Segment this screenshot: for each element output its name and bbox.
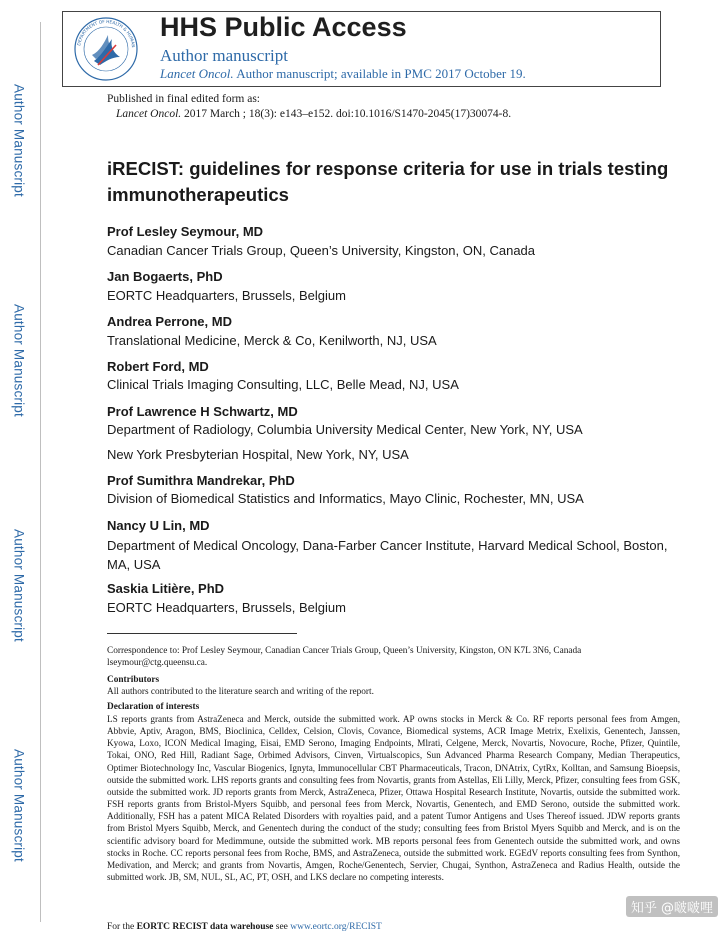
- author-affiliation: Department of Medical Oncology, Dana-Farber Cancer Institute, Harvard Medical School, Boston, MA, USA: [107, 538, 668, 572]
- author-name: Andrea Perrone, MD: [107, 314, 232, 329]
- article-title: iRECIST: guidelines for response criteria for use in trials testing immunotherapeutics: [107, 158, 669, 205]
- author-affiliation: Translational Medicine, Merck & Co, Kenilworth, NJ, USA: [107, 333, 437, 348]
- svg-text:DEPARTMENT OF HEALTH & HUMAN S: DEPARTMENT OF HEALTH & HUMAN: [77, 19, 135, 48]
- author-name: Nancy U Lin, MD: [107, 518, 210, 533]
- author-name: Prof Lesley Seymour, MD: [107, 224, 264, 239]
- side-label-4: Author Manuscript: [11, 748, 27, 862]
- author-affiliation: EORTC Headquarters, Brussels, Belgium: [107, 600, 346, 615]
- author-affiliation: Department of Radiology, Columbia University Medical Center, New York, NY, USA: [107, 422, 583, 437]
- declaration-heading: Declaration of interests: [107, 702, 200, 712]
- author-name: Prof Sumithra Mandrekar, PhD: [107, 473, 295, 488]
- author-name: Robert Ford, MD: [107, 359, 209, 374]
- author-affiliation: Clinical Trials Imaging Consulting, LLC, Belle Mead, NJ, USA: [107, 377, 459, 392]
- author-affiliation: New York Presbyterian Hospital, New York, NY, USA: [107, 447, 409, 462]
- margin-rule: [40, 22, 41, 922]
- hhs-subtitle: Author manuscript: [160, 46, 288, 65]
- author-affiliation: Division of Biomedical Statistics and Informatics, Mayo Clinic, Rochester, MN, USA: [107, 491, 584, 506]
- recist-link[interactable]: www.eortc.org/RECIST: [290, 922, 382, 932]
- side-label-3: Author Manuscript: [11, 528, 27, 642]
- side-label-1: Author Manuscript: [11, 83, 27, 197]
- hhs-title: HHS Public Access: [160, 12, 407, 42]
- watermark: 知乎 @啵啵哩: [626, 896, 718, 917]
- hhs-logo-icon: [72, 15, 140, 83]
- correspondence: Correspondence to: Prof Lesley Seymour, Canadian Cancer Trials Group, Queen’s University, Kingston, ON K7L 3N6, Canada lseymour@ctg.queensu.ca.: [107, 646, 582, 669]
- contributors-heading: Contributors: [107, 675, 160, 685]
- author-affiliation: EORTC Headquarters, Brussels, Belgium: [107, 288, 346, 303]
- author-affiliation: Canadian Cancer Trials Group, Queen’s University, Kingston, ON, Canada: [107, 243, 536, 258]
- author-name: Prof Lawrence H Schwartz, MD: [107, 404, 298, 419]
- contributors-text: All authors contributed to the literature search and writing of the report.: [107, 687, 374, 697]
- footnote-rule: [107, 633, 297, 634]
- hhs-availability: Lancet Oncol. Author manuscript; available in PMC 2017 October 19.: [160, 66, 526, 81]
- published-in: Published in final edited form as:: [107, 93, 260, 105]
- side-label-2: Author Manuscript: [11, 303, 27, 417]
- author-name: Jan Bogaerts, PhD: [107, 269, 223, 284]
- citation: Lancet Oncol. 2017 March ; 18(3): e143–e152. doi:10.1016/S1470-2045(17)30074-8.: [116, 108, 512, 120]
- author-name: Saskia Litière, PhD: [107, 581, 225, 596]
- declaration-text: LS reports grants from AstraZeneca and Merck, outside the submitted work. AP owns stocks in Merck & Co. RF reports personal fees from Amgen, Abbvie, Aptiv, Aragon, BMS, Bioclinica, Celldex, Celsion, Clovis, Covance, Biomedical systems, ACR Image Metrix, Exelixis, Genentech, Janssen, Kyowa, Loxo, ICON Medical Imaging, Eisai, EMD Serono, Imaging Endpoints, Mlrati, Celgene, Merck, Novartis, Novocure, Roche, Pfizer, Quintile, Tokai, ONO, Red Hill, Radiant Sage, Orbimed Advisors, Cinven, Virtualscopics, Sun Advanced Pharma Research Company, Median Therapeutics, Optimer Biotechnology Inc, Vascular Biogenics, Ignyta, Immunocellular CBT Pharmaceuticals, Tracon, DNAtrix, CytRx, Kolltan, and Samsung Bioepsis, outside the submitted work. LHS reports grants and consulting fees from Novartis, grants from Astellas, Eli Lilly, Merck, Pfizer, consulting fees from GSK, outside the submitted work. JD reports grants from Merck, AstraZeneca, Pfizer, Ottawa Hospital Research Institute, Novartis, outside the submitted work. FSH reports grants from Bristol-Myers Squibb, and personal fees from Merck, Novartis, Genentech, and EMD Serono, outside the submitted work. Additionally, FSH has a patent MICA Related Disorders with royalties paid, and a patent Tumor Antigens and Uses Thereof issued. JDW reports grants from Bristol Myers Squibb, Merck, and Genentech during the conduct of the study; consulting fees from Bristol Myers Squibb and Merck, and is on the scientific advisory board for Medimmune, outside the submitted work. MB reports personal fees from Genentech outside the submitted work, and owns stocks in Roche. CC reports personal fees from Roche, BMS, and AstraZeneca, outside the submitted work. EGEdV reports consulting fees from Synthon, Medivation, and Merck; and grants from Novartis, Amgen, Roche/Genentech, Servier, Chugai, Synthon, AstraZeneca and Radius Health, outside the submitted work. JB, SM, NUL, SL, AC, PT, OSH, and LKS declare no competing interests.: [107, 714, 680, 883]
- footer-note: For the EORTC RECIST data warehouse see www.eortc.org/RECIST: [107, 922, 382, 932]
